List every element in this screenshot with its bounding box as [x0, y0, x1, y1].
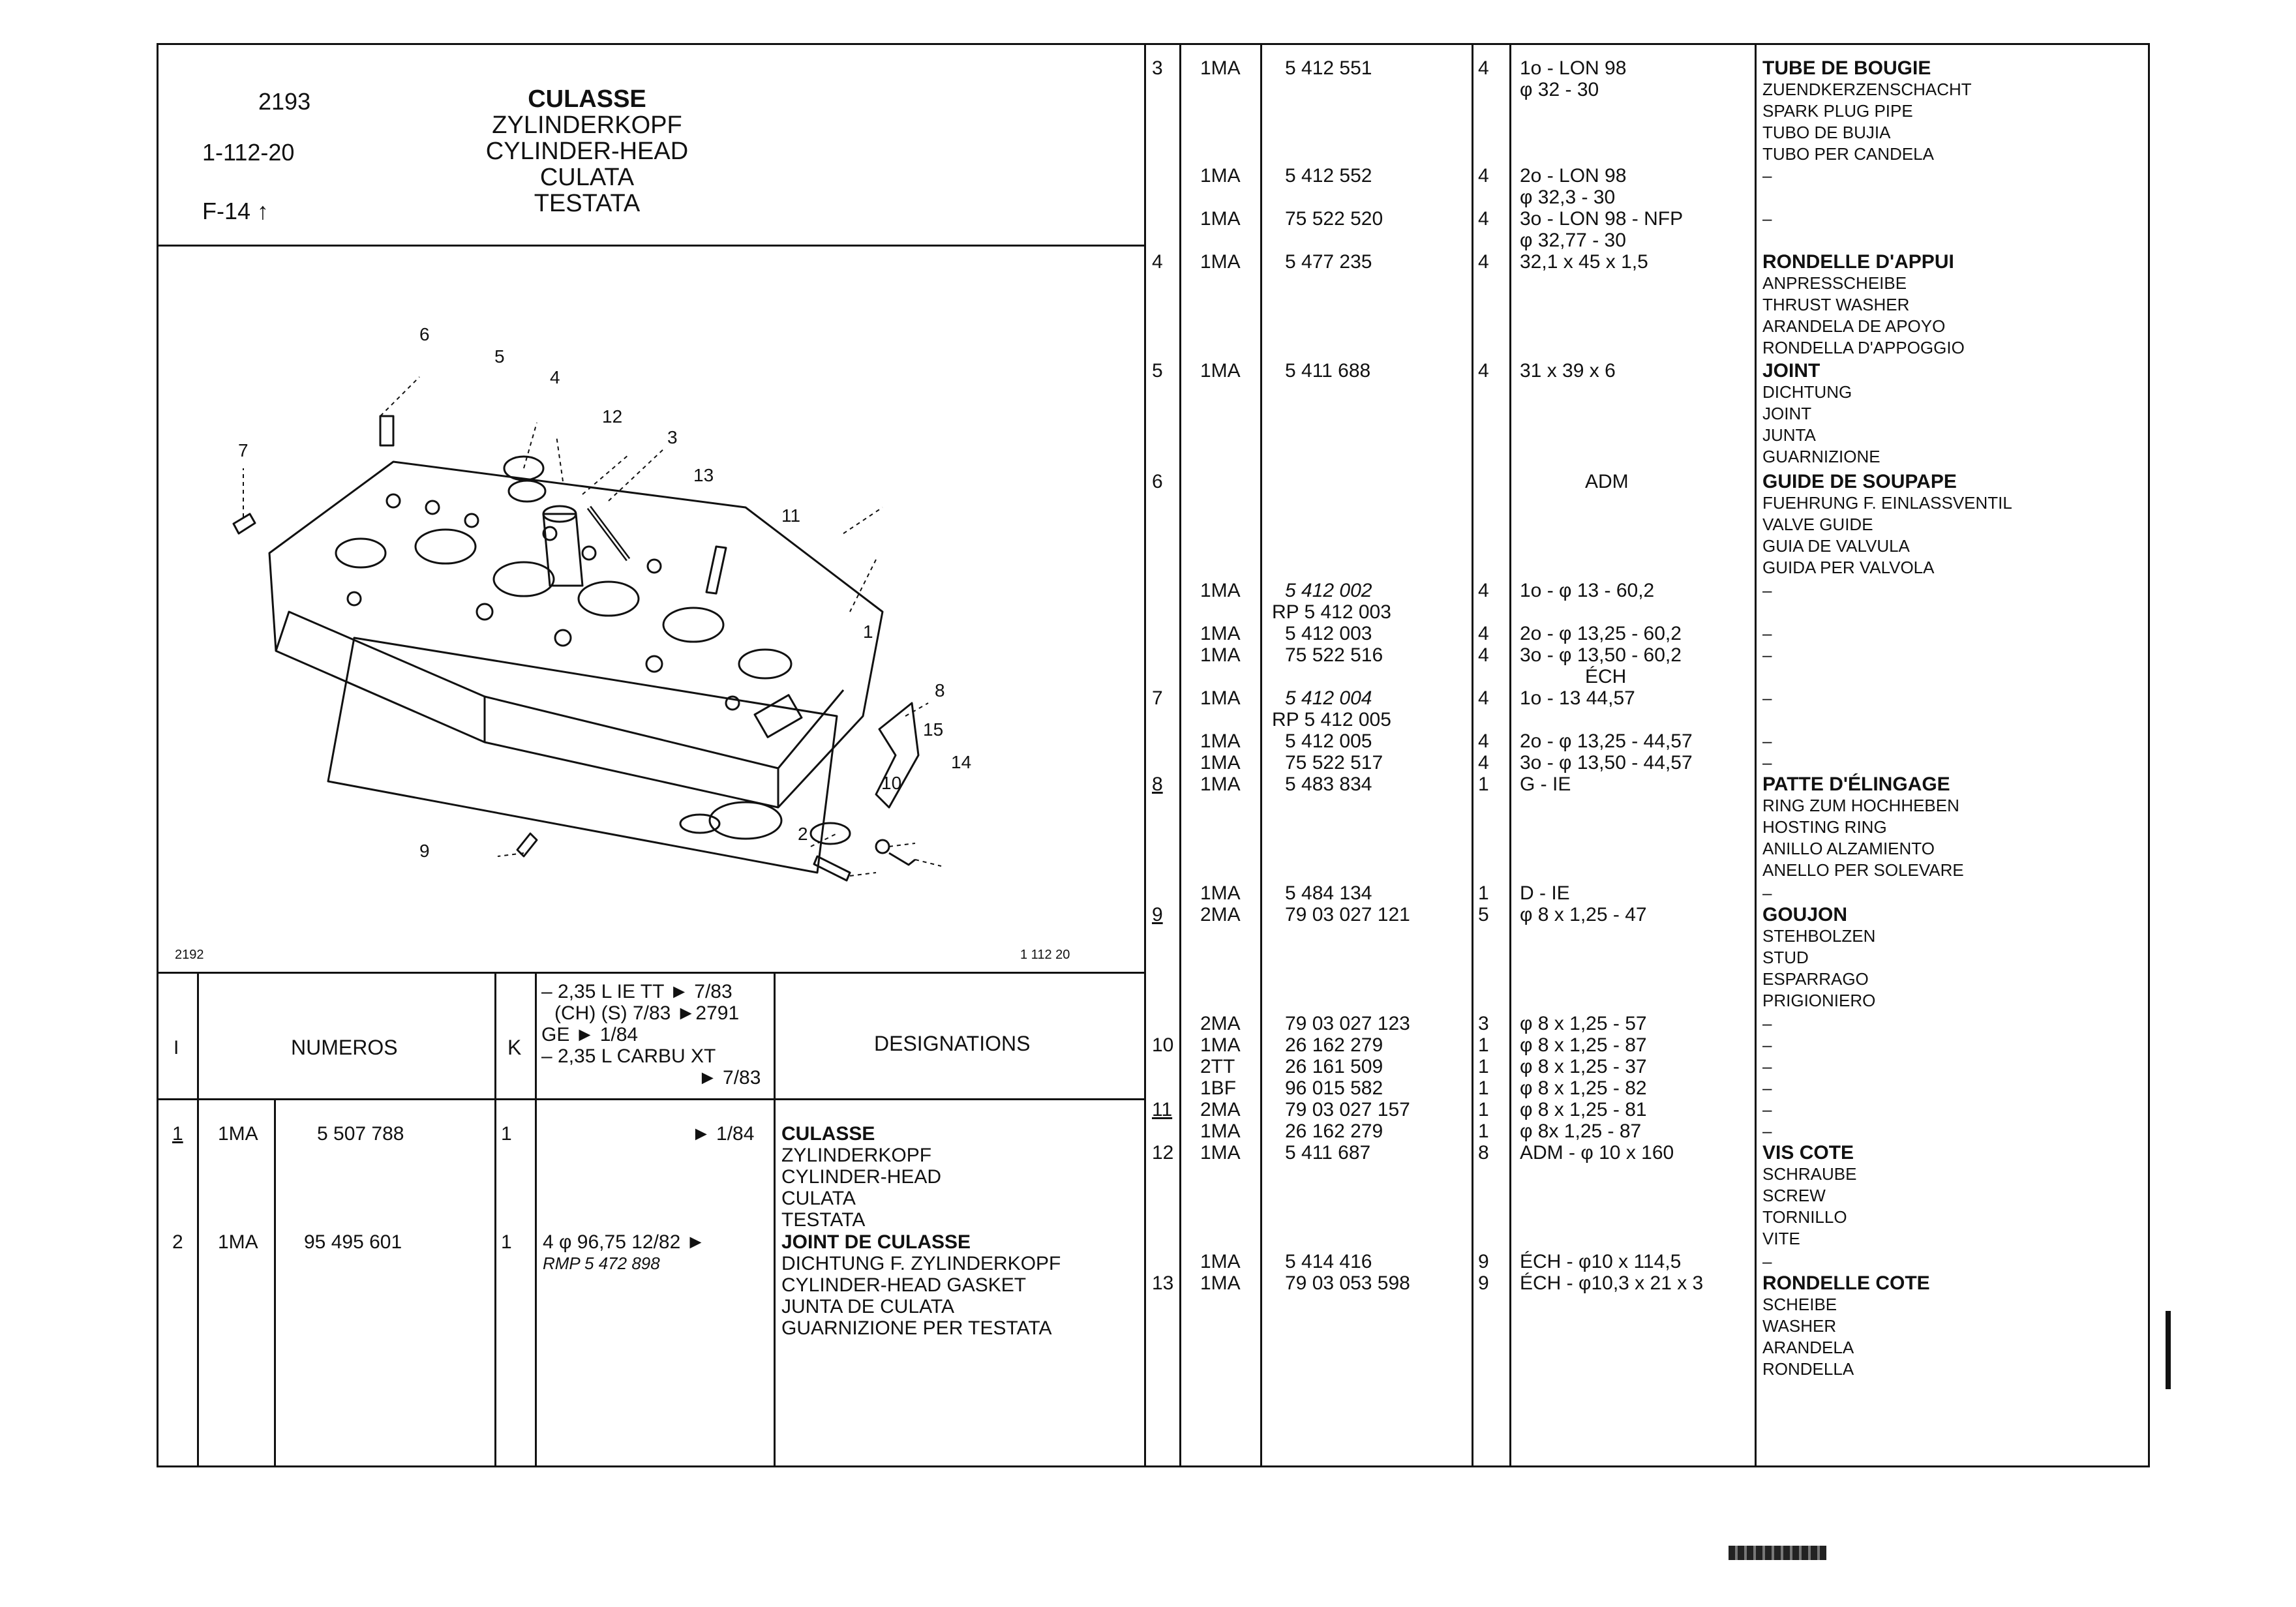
row-part-number: 79 03 053 598 — [1285, 1272, 1410, 1294]
row-ma: 1MA — [1200, 580, 1241, 601]
row-part-number: 26 162 279 — [1285, 1034, 1383, 1056]
callout-12: 12 — [602, 406, 623, 427]
row-qty: 1 — [1478, 882, 1489, 904]
desig-line: JOINT DE CULASSE — [781, 1231, 971, 1253]
row-designation: – — [1762, 645, 1772, 665]
callout-9: 9 — [419, 841, 430, 861]
row-index: 4 — [1152, 251, 1163, 273]
row-designation: – — [1762, 623, 1772, 643]
left-col-rule — [274, 1098, 276, 1465]
row-part-number: 5 477 235 — [1285, 251, 1372, 273]
callout-15: 15 — [923, 719, 944, 740]
row-index: 6 — [1152, 471, 1163, 492]
header-titles — [457, 86, 718, 217]
row-application: 3o - φ 13,50 - 44,57 — [1520, 752, 1693, 773]
row-designation: RONDELLE D'APPUI — [1762, 251, 1954, 273]
row-designation: WASHER — [1762, 1316, 1837, 1336]
app-line: GE ► 1/84 — [541, 1024, 639, 1045]
row-application: 32,1 x 45 x 1,5 — [1520, 251, 1648, 273]
desig-line: CULASSE — [781, 1123, 875, 1145]
row-designation: HOSTING RING — [1762, 817, 1887, 837]
row-qty: 9 — [1478, 1272, 1489, 1294]
row-designation: STUD — [1762, 948, 1809, 967]
row-part-number: 96 015 582 — [1285, 1077, 1383, 1099]
row-ma: 1MA — [1200, 730, 1241, 752]
row-application: φ 8 x 1,25 - 81 — [1520, 1099, 1647, 1120]
row-part-number-rp: RP 5 412 003 — [1272, 601, 1391, 623]
printer-mark — [1729, 1546, 1826, 1560]
row-part-number: 75 522 520 — [1285, 208, 1383, 230]
row-designation: – — [1762, 1035, 1772, 1055]
row-ma: 1MA — [1200, 687, 1241, 709]
right-col-rule — [1509, 43, 1511, 1465]
row-2-num: 95 495 601 — [304, 1231, 402, 1253]
row-designation: – — [1762, 1078, 1772, 1098]
row-designation: ARANDELA — [1762, 1338, 1854, 1357]
desig-line: CYLINDER-HEAD — [781, 1166, 942, 1188]
row-index: 11 — [1152, 1099, 1173, 1120]
callout-10: 10 — [881, 773, 902, 793]
row-part-number: 79 03 027 121 — [1285, 904, 1410, 925]
row-designation: – — [1762, 883, 1772, 903]
callout-8: 8 — [935, 680, 945, 700]
row-ma: 1MA — [1200, 251, 1241, 273]
row-qty: 8 — [1478, 1142, 1489, 1164]
row-part-number: 26 161 509 — [1285, 1056, 1383, 1077]
app-line: ► 7/83 — [698, 1067, 761, 1089]
row-part-number: 5 484 134 — [1285, 882, 1372, 904]
row-qty: 4 — [1478, 251, 1489, 273]
row-2-k: 1 — [501, 1231, 512, 1253]
title-de: ZYLINDERKOPF — [492, 112, 682, 139]
row-ma: 1MA — [1200, 623, 1241, 644]
row-application: 2o - LON 98 — [1520, 165, 1627, 187]
row-designation: TORNILLO — [1762, 1207, 1847, 1227]
row-index: 13 — [1152, 1272, 1174, 1294]
row-designation: – — [1762, 753, 1772, 772]
row-ma: 1MA — [1200, 1120, 1241, 1142]
row-application: 3o - LON 98 - NFP — [1520, 208, 1684, 230]
row-qty: 3 — [1478, 1013, 1489, 1034]
row-designation: PRIGIONIERO — [1762, 991, 1876, 1010]
row-part-number: 26 162 279 — [1285, 1120, 1383, 1142]
row-application: φ 32 - 30 — [1520, 79, 1599, 100]
row-application: φ 8 x 1,25 - 47 — [1520, 904, 1647, 925]
row-qty: 1 — [1478, 1056, 1489, 1077]
desig-line: JUNTA DE CULATA — [781, 1296, 955, 1317]
row-designation: – — [1762, 1057, 1772, 1076]
row-application: 1o - LON 98 — [1520, 57, 1627, 79]
row-ma: 1MA — [1200, 360, 1241, 382]
row-designation: – — [1762, 1100, 1772, 1119]
row-designation: – — [1762, 209, 1772, 228]
row-designation: RONDELLA — [1762, 1359, 1854, 1379]
row-designation: GUIDA PER VALVOLA — [1762, 558, 1935, 577]
row-index: 5 — [1152, 360, 1163, 382]
row-application: φ 8 x 1,25 - 37 — [1520, 1056, 1647, 1077]
row-designation: VALVE GUIDE — [1762, 515, 1873, 534]
header-fig-label: F-14 — [202, 198, 251, 224]
row-part-number: 5 412 552 — [1285, 165, 1372, 187]
row-designation: – — [1762, 688, 1772, 708]
row-designation: – — [1762, 1121, 1772, 1141]
row-application: 2o - φ 13,25 - 44,57 — [1520, 730, 1693, 752]
col-header-applications — [541, 981, 770, 1089]
row-qty: 4 — [1478, 752, 1489, 773]
app-line: – 2,35 L CARBU XT — [541, 1045, 716, 1067]
app-line: (CH) (S) 7/83 ►2791 — [554, 1002, 740, 1024]
row-application: φ 32,77 - 30 — [1520, 230, 1626, 251]
row-designation: JUNTA — [1762, 425, 1816, 445]
row-designation: RING ZUM HOCHHEBEN — [1762, 796, 1959, 815]
diagram-footer-right: 1 112 20 — [1020, 948, 1070, 962]
row-qty: 4 — [1478, 623, 1489, 644]
row-application: 3o - φ 13,50 - 60,2 — [1520, 644, 1682, 666]
row-part-number: 5 412 005 — [1285, 730, 1372, 752]
row-1-ma: 1MA — [218, 1123, 258, 1145]
row-ma: 1MA — [1200, 165, 1241, 187]
header-code: 1-112-20 — [202, 139, 295, 166]
callout-11: 11 — [781, 505, 801, 526]
row-designation: GUIA DE VALVULA — [1762, 536, 1910, 556]
col-header-numeros: NUMEROS — [291, 1036, 398, 1059]
right-col-rule — [1260, 43, 1262, 1465]
row-ma: 1MA — [1200, 1251, 1241, 1272]
row-part-number: 5 411 687 — [1285, 1142, 1371, 1164]
row-ma: 1MA — [1200, 208, 1241, 230]
right-col-rule — [1472, 43, 1473, 1465]
row-application: ÉCH - φ10,3 x 21 x 3 — [1520, 1272, 1704, 1294]
row-index: 9 — [1152, 904, 1163, 925]
row-ma: 1MA — [1200, 644, 1241, 666]
desig-line: GUARNIZIONE PER TESTATA — [781, 1317, 1052, 1339]
row-2-app-rmp: RMP 5 472 898 — [543, 1254, 660, 1273]
callout-1: 1 — [863, 622, 873, 642]
row-designation: THRUST WASHER — [1762, 295, 1910, 314]
row-qty: 4 — [1478, 208, 1489, 230]
row-application: φ 8 x 1,25 - 87 — [1520, 1034, 1647, 1056]
title-es: CULATA — [539, 164, 635, 191]
row-designation: TUBE DE BOUGIE — [1762, 57, 1931, 79]
row-application: ADM - φ 10 x 160 — [1520, 1142, 1674, 1164]
row-qty: 4 — [1478, 360, 1489, 382]
divider-left-right — [1144, 43, 1146, 1465]
row-part-number: 5 411 688 — [1285, 360, 1371, 382]
row-designation: ANELLO PER SOLEVARE — [1762, 860, 1964, 880]
row-designation: VITE — [1762, 1229, 1800, 1248]
arrow-up-icon: ↑ — [257, 198, 269, 224]
left-col-rule — [197, 972, 199, 1465]
row-qty: 1 — [1478, 1034, 1489, 1056]
row-ma: 1MA — [1200, 1034, 1241, 1056]
row-ma: 2MA — [1200, 904, 1241, 925]
row-2-index: 2 — [172, 1231, 183, 1253]
row-designation: – — [1762, 1252, 1772, 1271]
row-application: ÉCH — [1585, 666, 1627, 687]
row-designation: FUEHRUNG F. EINLASSVENTIL — [1762, 493, 2012, 513]
rule-under-diagram — [157, 972, 1146, 974]
row-qty: 4 — [1478, 165, 1489, 187]
left-col-rule — [774, 972, 776, 1465]
row-part-number: 75 522 516 — [1285, 644, 1383, 666]
row-designation: ANILLO ALZAMIENTO — [1762, 839, 1935, 858]
row-designation: – — [1762, 1014, 1772, 1033]
row-designation: SCHRAUBE — [1762, 1164, 1857, 1184]
row-application: 31 x 39 x 6 — [1520, 360, 1616, 382]
row-designation: GOUJON — [1762, 904, 1848, 925]
row-designation: – — [1762, 580, 1772, 600]
row-part-number: 5 414 416 — [1285, 1251, 1372, 1272]
row-designation: VIS COTE — [1762, 1142, 1854, 1164]
row-2-designation — [781, 1231, 1061, 1339]
row-index: 12 — [1152, 1142, 1174, 1164]
row-2-ma: 1MA — [218, 1231, 258, 1253]
row-1-app: ► 1/84 — [691, 1123, 755, 1145]
row-qty: 4 — [1478, 730, 1489, 752]
row-index: 3 — [1152, 57, 1163, 79]
row-designation: GUIDE DE SOUPAPE — [1762, 471, 1957, 492]
right-col-rule — [1179, 43, 1181, 1465]
row-index: 7 — [1152, 687, 1163, 709]
right-col-rule — [1755, 43, 1757, 1465]
row-qty: 4 — [1478, 644, 1489, 666]
callout-6: 6 — [419, 324, 430, 344]
row-application: φ 8 x 1,25 - 57 — [1520, 1013, 1647, 1034]
header-fig — [202, 198, 269, 224]
row-qty: 9 — [1478, 1251, 1489, 1272]
row-part-number: 5 412 003 — [1285, 623, 1372, 644]
callout-7: 7 — [238, 440, 249, 460]
row-1-k: 1 — [501, 1123, 512, 1145]
row-qty: 4 — [1478, 57, 1489, 79]
row-application: φ 32,3 - 30 — [1520, 187, 1616, 208]
callout-2: 2 — [798, 824, 808, 844]
callout-4: 4 — [550, 367, 560, 387]
row-1-index: 1 — [172, 1123, 183, 1145]
row-ma: 2MA — [1200, 1099, 1241, 1120]
row-designation: – — [1762, 166, 1772, 185]
row-application: φ 8x 1,25 - 87 — [1520, 1120, 1642, 1142]
row-part-number: 75 522 517 — [1285, 752, 1383, 773]
row-qty: 1 — [1478, 1077, 1489, 1099]
title-en: CYLINDER-HEAD — [485, 138, 689, 165]
row-ma: 1MA — [1200, 1142, 1241, 1164]
desig-line: CULATA — [781, 1188, 856, 1209]
row-designation: SCREW — [1762, 1186, 1826, 1205]
left-col-rule — [494, 972, 496, 1465]
row-qty: 1 — [1478, 1120, 1489, 1142]
title-it: TESTATA — [534, 190, 641, 217]
header-ref: 2193 — [258, 88, 311, 115]
row-designation: DICHTUNG — [1762, 382, 1852, 402]
row-application: 1o - 13 44,57 — [1520, 687, 1635, 709]
title-fr: CULASSE — [528, 85, 646, 113]
row-designation: TUBO DE BUJIA — [1762, 123, 1891, 142]
callout-14: 14 — [951, 752, 972, 772]
row-part-number: 79 03 027 157 — [1285, 1099, 1410, 1120]
col-header-k: K — [507, 1036, 522, 1059]
callout-13: 13 — [693, 465, 714, 485]
row-application: φ 8 x 1,25 - 82 — [1520, 1077, 1647, 1099]
desig-line: ZYLINDERKOPF — [781, 1145, 932, 1166]
row-designation: ZUENDKERZENSCHACHT — [1762, 80, 1972, 99]
row-part-number-rp: RP 5 412 005 — [1272, 709, 1391, 730]
diagram-footer-left: 2192 — [175, 948, 204, 962]
row-designation: GUARNIZIONE — [1762, 447, 1881, 466]
row-designation: PATTE D'ÉLINGAGE — [1762, 773, 1950, 795]
row-designation: SCHEIBE — [1762, 1295, 1837, 1314]
row-ma: 1MA — [1200, 752, 1241, 773]
row-index: 8 — [1152, 773, 1163, 795]
row-application: 2o - φ 13,25 - 60,2 — [1520, 623, 1682, 644]
row-designation: RONDELLE COTE — [1762, 1272, 1930, 1294]
row-part-number: 5 483 834 — [1285, 773, 1372, 795]
row-designation: SPARK PLUG PIPE — [1762, 101, 1913, 121]
row-application: 1o - φ 13 - 60,2 — [1520, 580, 1655, 601]
callout-5: 5 — [494, 346, 505, 367]
row-ma: 2TT — [1200, 1056, 1235, 1077]
row-2-app: 4 φ 96,75 12/82 ► — [543, 1231, 706, 1253]
row-designation: ANPRESSCHEIBE — [1762, 273, 1907, 293]
row-ma: 1MA — [1200, 773, 1241, 795]
row-part-number: 5 412 002 — [1285, 580, 1372, 601]
rule-under-table-header — [157, 1098, 1146, 1100]
row-ma: 1MA — [1200, 57, 1241, 79]
row-application: ÉCH - φ10 x 114,5 — [1520, 1251, 1682, 1272]
left-col-rule — [535, 972, 537, 1465]
row-designation: JOINT — [1762, 360, 1820, 382]
row-application: ADM — [1585, 471, 1629, 492]
row-qty: 1 — [1478, 1099, 1489, 1120]
row-qty: 4 — [1478, 580, 1489, 601]
row-part-number: 5 412 551 — [1285, 57, 1372, 79]
row-part-number: 5 412 004 — [1285, 687, 1372, 709]
row-index: 10 — [1152, 1034, 1174, 1056]
row-1-num: 5 507 788 — [317, 1123, 404, 1145]
row-application: D - IE — [1520, 882, 1570, 904]
row-ma: 1MA — [1200, 882, 1241, 904]
row-ma: 1BF — [1200, 1077, 1237, 1099]
col-header-index: I — [174, 1037, 179, 1059]
row-qty: 4 — [1478, 687, 1489, 709]
row-ma: 2MA — [1200, 1013, 1241, 1034]
row-designation: RONDELLA D'APPOGGIO — [1762, 338, 1965, 357]
desig-line: CYLINDER-HEAD GASKET — [781, 1274, 1027, 1296]
row-part-number: 79 03 027 123 — [1285, 1013, 1410, 1034]
col-header-designations: DESIGNATIONS — [874, 1032, 1031, 1055]
row-qty: 1 — [1478, 773, 1489, 795]
row-ma: 1MA — [1200, 1272, 1241, 1294]
row-designation: STEHBOLZEN — [1762, 926, 1876, 946]
row-designation: – — [1762, 731, 1772, 751]
row-designation: JOINT — [1762, 404, 1812, 423]
page-edge-mark — [2166, 1311, 2171, 1389]
row-designation: ESPARRAGO — [1762, 969, 1869, 989]
row-1-designation — [781, 1123, 941, 1231]
callout-3: 3 — [667, 427, 678, 447]
row-designation: ARANDELA DE APOYO — [1762, 316, 1946, 336]
row-qty: 5 — [1478, 904, 1489, 925]
row-designation: TUBO PER CANDELA — [1762, 144, 1934, 164]
exploded-diagram — [159, 247, 1144, 970]
app-line: – 2,35 L IE TT ► 7/83 — [541, 981, 733, 1002]
row-application: G - IE — [1520, 773, 1571, 795]
desig-line: DICHTUNG F. ZYLINDERKOPF — [781, 1253, 1061, 1274]
desig-line: TESTATA — [781, 1209, 866, 1231]
